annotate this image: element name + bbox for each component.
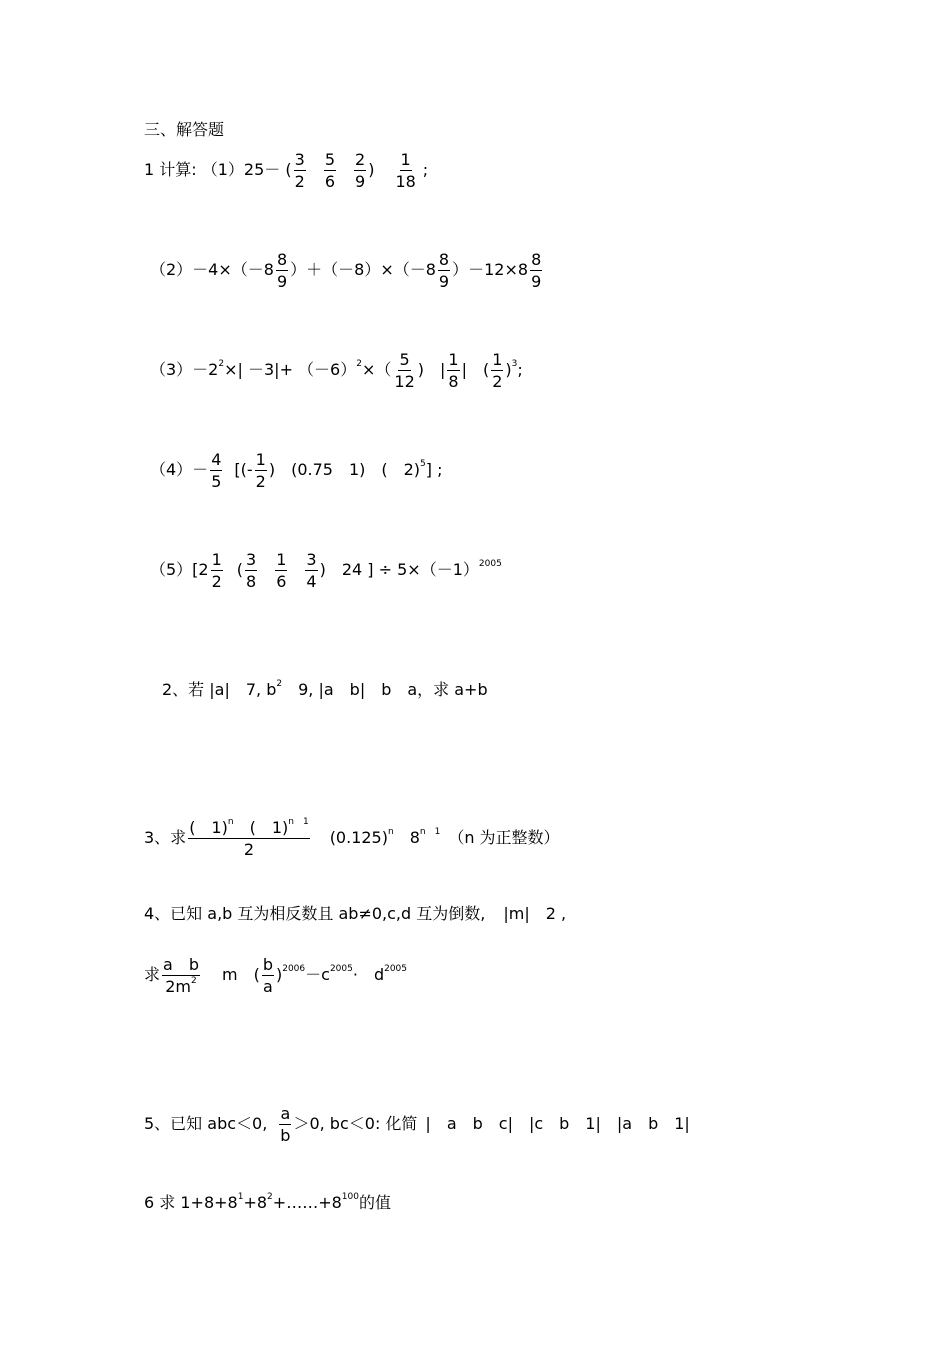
expr-text: 6 求 1+8+8	[144, 1193, 238, 1212]
fraction	[275, 550, 287, 591]
section-title: 三、解答题	[144, 120, 225, 139]
expr-text: 8	[409, 828, 420, 847]
expr-text: m (	[221, 965, 260, 984]
exponent: 2005	[478, 559, 502, 569]
denominator: 4	[306, 572, 317, 591]
expr-text: |m| 2 ,	[503, 904, 567, 923]
question-4-line-2	[144, 955, 407, 996]
fraction	[447, 350, 459, 391]
fraction	[294, 150, 306, 191]
expr-text: 2、若 |a| 7, b	[162, 680, 277, 699]
numerator: 1	[255, 450, 266, 469]
expr-text: | (	[461, 360, 490, 379]
question-1-part-3	[150, 350, 523, 391]
question-2	[162, 680, 488, 700]
fraction	[530, 250, 542, 291]
denominator: 6	[324, 172, 335, 191]
question-6	[144, 1193, 391, 1213]
numerator: a b	[163, 955, 199, 974]
numerator: 8	[276, 250, 288, 269]
exponent: 5	[420, 459, 426, 469]
numerator: 1	[276, 550, 287, 569]
numerator: 5	[324, 150, 335, 169]
numerator-part: ( 1)	[189, 818, 228, 837]
fraction	[393, 350, 415, 391]
denominator: 8	[448, 372, 459, 391]
denominator	[164, 976, 198, 996]
exponent: 2	[218, 359, 225, 369]
expr-text: 的值	[358, 1193, 391, 1212]
expr-text: ) (0.75 1) ( 2)	[268, 460, 421, 479]
numerator	[188, 818, 310, 839]
numerator: 3	[294, 150, 305, 169]
fraction	[491, 350, 503, 391]
denominator: 6	[276, 572, 287, 591]
expr-text: ）－12×8	[452, 260, 529, 279]
numerator: 1	[211, 550, 222, 569]
numerator: 8	[531, 250, 542, 269]
expr-text: ＞0, bc＜0: 化简	[293, 1114, 418, 1133]
numerator: 5	[399, 350, 410, 369]
fraction	[210, 450, 222, 491]
denominator: b	[280, 1126, 291, 1145]
numerator: 8	[438, 250, 450, 269]
exponent: 2	[276, 679, 283, 689]
expr-text: ) 24 ] ÷ 5×（－1）	[319, 560, 479, 579]
fraction	[262, 955, 274, 996]
exponent: n	[227, 817, 234, 827]
fraction	[305, 550, 317, 591]
exponent: 2005	[329, 964, 353, 974]
fraction	[211, 550, 223, 591]
expr-text: (	[236, 560, 244, 579]
numerator: 3	[246, 550, 257, 569]
expr-text: | a b c| |c b 1| |a b 1|	[425, 1114, 690, 1133]
expr-text: ×（	[361, 360, 392, 379]
fraction	[255, 450, 267, 491]
denominator: 9	[276, 272, 288, 291]
expr-text: （2）－4×（－8	[150, 260, 274, 279]
denominator: 2	[294, 172, 305, 191]
expr-text: （5）[2	[150, 560, 209, 579]
numerator: 1	[400, 150, 411, 169]
denominator: 9	[438, 272, 450, 291]
numerator: 1	[448, 350, 459, 369]
denominator: 2	[211, 572, 222, 591]
expr-text: )	[505, 360, 512, 379]
expr-text: 3、求	[144, 828, 187, 847]
semicolon: ;	[517, 360, 523, 379]
paren: )	[368, 160, 375, 179]
expr-text: 5、已知 abc＜0,	[144, 1114, 268, 1133]
question-1-part-1	[144, 150, 428, 191]
numerator: 1	[492, 350, 503, 369]
expr-text: －c	[305, 965, 330, 984]
numerator: 4	[211, 450, 222, 469]
exponent: 2	[267, 1192, 273, 1202]
question-1-part-5	[150, 550, 502, 591]
expr-text: +……+8	[272, 1193, 342, 1212]
numerator: b	[262, 955, 273, 974]
question-3	[144, 818, 560, 859]
fraction	[276, 250, 288, 291]
denominator: 5	[211, 472, 222, 491]
question-5	[144, 1104, 690, 1145]
fraction	[394, 150, 416, 191]
denominator: 8	[246, 572, 257, 591]
exponent: n 1	[288, 817, 309, 827]
exponent: 2006	[282, 964, 306, 974]
denominator: 2	[243, 840, 255, 859]
numerator: 3	[306, 550, 317, 569]
denominator: 2	[255, 472, 266, 491]
exponent: 1	[237, 1192, 244, 1202]
expr-text: （n 为正整数）	[448, 828, 560, 847]
fraction	[279, 1104, 291, 1145]
denominator: 2	[492, 372, 503, 391]
denominator: a	[263, 977, 273, 996]
expr-text: ×| －3|+ （－6）	[224, 360, 357, 379]
fraction	[324, 150, 336, 191]
fraction	[354, 150, 366, 191]
expr-text: ) |	[417, 360, 446, 379]
expr-text: [(-	[234, 460, 253, 479]
numerator-part: ( 1)	[249, 818, 289, 837]
question-1-part-4	[150, 450, 442, 491]
exponent: 2	[356, 359, 362, 369]
numerator: 2	[355, 150, 366, 169]
expr-text: ] ;	[425, 460, 443, 479]
denominator: 9	[531, 272, 542, 291]
paren: )	[275, 965, 283, 984]
expr-text: 求	[144, 965, 161, 984]
expr-text: 9, |a b| b a，求 a+b	[282, 680, 488, 699]
expr-text: · d	[352, 965, 385, 984]
expr-text: (0.125)	[329, 828, 388, 847]
exponent: 2	[191, 976, 197, 986]
exponent: 2005	[384, 964, 408, 974]
question-1-part-2	[150, 250, 544, 291]
fraction	[188, 818, 310, 859]
expr-text: （3）－2	[150, 360, 219, 379]
fraction	[245, 550, 257, 591]
q1-lead: 1 计算: （1）25－ (	[144, 160, 292, 179]
denominator: 12	[394, 372, 415, 391]
expr-text: （4）－	[150, 460, 209, 479]
exponent: 3	[511, 359, 518, 369]
exponent: n 1	[419, 827, 441, 837]
fraction	[162, 955, 200, 996]
expr-text: ）＋（－8）×（－8	[290, 260, 436, 279]
denominator: 18	[395, 172, 416, 191]
fraction	[438, 250, 450, 291]
semicolon: ;	[422, 160, 429, 179]
question-4-line-1	[144, 904, 566, 924]
exponent: 100	[341, 1192, 359, 1202]
denominator: 9	[355, 172, 366, 191]
numerator: a	[280, 1104, 291, 1123]
denominator-part: 2m	[165, 977, 192, 996]
expr-text: 4、已知 a,b 互为相反数且 ab≠0,c,d 互为倒数,	[144, 904, 486, 923]
expr-text: +8	[243, 1193, 268, 1212]
exponent: n	[387, 827, 394, 837]
